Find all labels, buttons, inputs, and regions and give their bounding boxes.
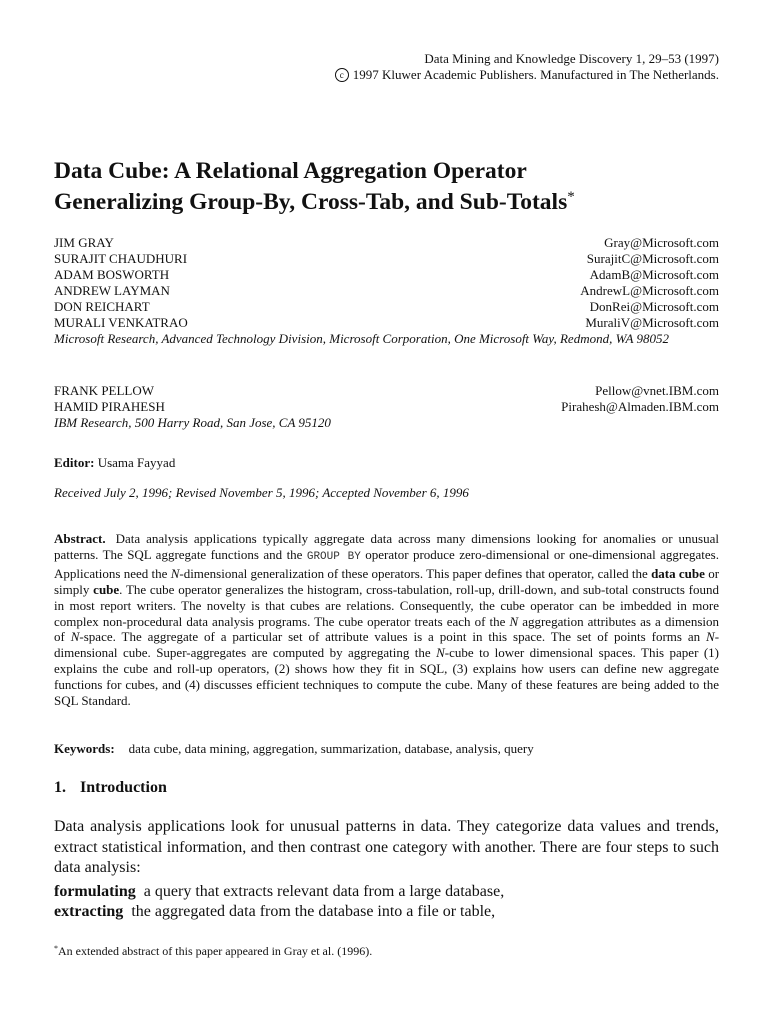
- step-term: extracting: [54, 903, 124, 920]
- author-email: DonRei@Microsoft.com: [589, 299, 719, 314]
- author-row: [54, 251, 719, 267]
- editor-line: [54, 455, 175, 471]
- author-name: MURALI VENKATRAO: [54, 315, 188, 330]
- abstract-label: Abstract.: [54, 531, 106, 546]
- author-name: JIM GRAY: [54, 235, 114, 250]
- step-item: [54, 882, 504, 902]
- footnote: [54, 944, 372, 959]
- received-dates: Received July 2, 1996; Revised November 5, 1996; Accepted November 6, 1996: [54, 485, 469, 500]
- author-name: ADAM BOSWORTH: [54, 267, 170, 282]
- paper-title: [54, 156, 719, 218]
- author-block-microsoft: [54, 235, 719, 347]
- author-name: HAMID PIRAHESH: [54, 399, 165, 414]
- abstract-math-n: N: [706, 629, 715, 645]
- abstract-text: or simply: [54, 565, 720, 597]
- editor-name: Usama Fayyad: [97, 455, 176, 470]
- author-name: SURAJIT CHAUDHURI: [54, 251, 188, 266]
- affiliation-ibm: IBM Research, 500 Harry Road, San Jose, CA 95120: [54, 415, 331, 430]
- step-term: formulating: [54, 883, 136, 900]
- abstract-math-n: N: [170, 565, 180, 581]
- abstract-text: . The cube operator generalizes the histogram, cross-tabulation, roll-up, drill-down, and sub-total constructs found in most report writers. The novelty is that cubes are relations. Consequently, the cube operator can be imbedded in more complex non-procedural data analysis programs. The cube operator treats each of the: [54, 581, 720, 629]
- abstract-text: Data analysis applications typically aggregate data across many dimensions looking for anomalies or unusual patterns. The SQL aggregate functions and the: [54, 531, 719, 562]
- footnote-mark: *: [54, 944, 58, 953]
- author-row: [54, 267, 719, 283]
- editor-label: Editor:: [54, 455, 95, 470]
- title-footnote-mark: *: [567, 189, 575, 205]
- journal-copyright: [335, 67, 719, 83]
- abstract-math-n: N: [509, 613, 519, 629]
- author-row: [54, 383, 719, 399]
- footnote-text: An extended abstract of this paper appeared in Gray et al. (1996).: [58, 944, 373, 958]
- abstract-math-n: N: [70, 629, 80, 645]
- author-email: Pellow@vnet.IBM.com: [595, 383, 719, 398]
- abstract-bold-term: cube: [93, 581, 120, 597]
- author-email: MuraliV@Microsoft.com: [585, 315, 719, 330]
- keywords-label: Keywords:: [54, 741, 115, 756]
- author-row: [54, 399, 719, 415]
- step-text: a query that extracts relevant data from a large database,: [143, 883, 505, 900]
- author-name: ANDREW LAYMAN: [54, 283, 170, 298]
- abstract: [54, 531, 719, 709]
- journal-header: [335, 51, 719, 83]
- abstract-code: GROUP BY: [306, 550, 361, 563]
- title-line-1: Data Cube: A Relational Aggregation Operator: [54, 158, 527, 184]
- author-row: [54, 299, 719, 315]
- copyright-icon: c: [335, 68, 349, 82]
- author-name: DON REICHART: [54, 299, 150, 314]
- abstract-bold-term: data cube: [651, 565, 705, 581]
- intro-paragraph: Data analysis applications look for unusual patterns in data. They categorize data values and trends, extract statistical information, and then contrast one category with another. There are four steps to such data analysis:: [54, 818, 719, 876]
- abstract-text: -dimensional cube. Super-aggregates are computed by aggregating the: [54, 629, 720, 661]
- author-block-ibm: [54, 383, 719, 431]
- abstract-text: operator produce zero-dimensional or one-dimensional aggregates. Applications need the: [54, 546, 719, 581]
- title-line-2: [54, 187, 719, 218]
- abstract-text: aggregation attributes as a dimension of: [54, 613, 719, 645]
- title-line-2-text: Generalizing Group-By, Cross-Tab, and Sub-Totals: [54, 189, 568, 215]
- author-row: [54, 235, 719, 251]
- author-name: FRANK PELLOW: [54, 383, 155, 398]
- author-row: [54, 315, 719, 331]
- author-email: SurajitC@Microsoft.com: [586, 251, 719, 266]
- section-heading: [54, 778, 167, 798]
- section-number: 1.: [54, 779, 66, 796]
- author-email: AdamB@Microsoft.com: [589, 267, 719, 282]
- copyright-text: 1997 Kluwer Academic Publishers. Manufactured in The Netherlands.: [352, 67, 719, 82]
- author-email: Gray@Microsoft.com: [604, 235, 719, 250]
- keywords-text: data cube, data mining, aggregation, summarization, database, analysis, query: [128, 741, 534, 756]
- abstract-text: -dimensional generalization of these operators. This paper defines that operator, called the: [179, 565, 648, 581]
- abstract-math-n: N: [436, 645, 445, 661]
- author-email: Pirahesh@Almaden.IBM.com: [561, 399, 719, 414]
- section-title: Introduction: [80, 779, 167, 796]
- affiliation-microsoft: Microsoft Research, Advanced Technology Division, Microsoft Corporation, One Microsoft Way, Redmond, WA 98052: [54, 331, 669, 346]
- abstract-text: -cube to lower dimensional spaces. This paper (1) explains the cube and roll-up operators, (2) shows how they fit in SQL, (3) explains how users can define new aggregate functions for cubes, and (4) discusses efficient techniques to compute the cube. Many of these features are being added to the SQL Standard.: [54, 645, 719, 709]
- author-email: AndrewL@Microsoft.com: [580, 283, 719, 298]
- journal-citation: Data Mining and Knowledge Discovery 1, 29–53 (1997): [424, 51, 719, 66]
- abstract-text: -space. The aggregate of a particular set of attribute values is a point in this space. The set of points forms an: [79, 629, 701, 645]
- keywords: [54, 741, 534, 757]
- author-row: [54, 283, 719, 299]
- step-item: [54, 902, 495, 922]
- step-text: the aggregated data from the database into a file or table,: [131, 903, 496, 920]
